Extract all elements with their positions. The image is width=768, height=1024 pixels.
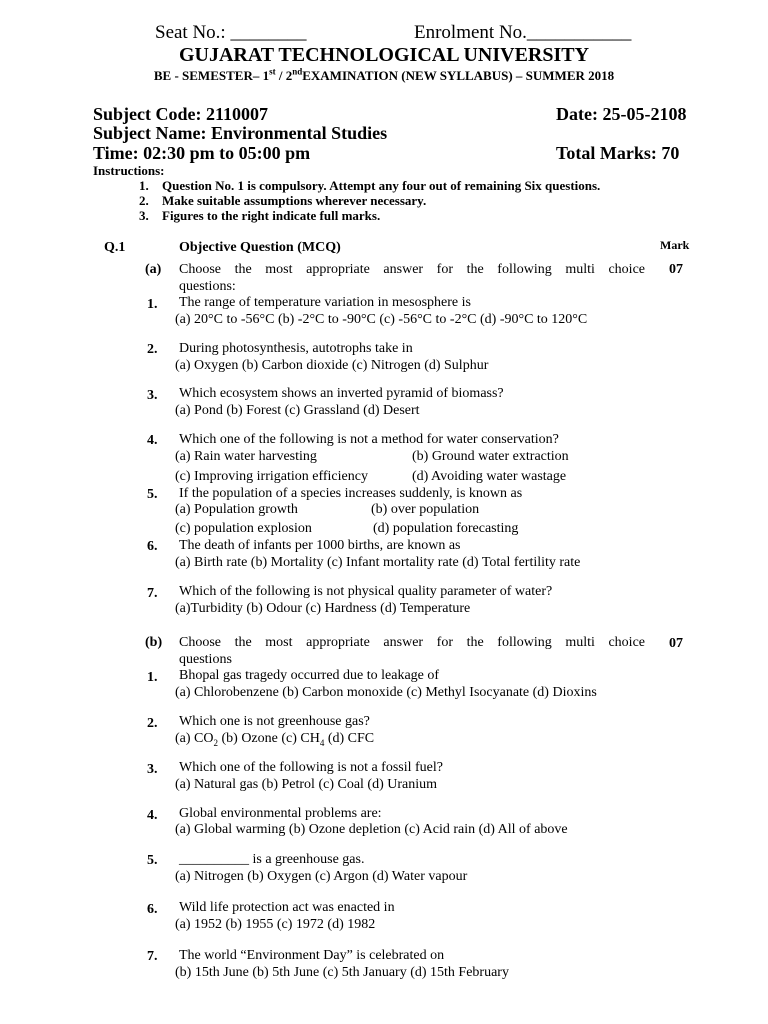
item-number: 4. [147, 433, 158, 448]
item-number: 3. [147, 388, 158, 403]
question-title: Objective Question (MCQ) [179, 240, 341, 255]
enrolment-number: Enrolment No.___________ [414, 22, 632, 43]
part-marks: 07 [669, 262, 683, 277]
total-marks: Total Marks: 70 [556, 143, 680, 163]
item-question: Which one of the following is not a fossil fuel? [179, 760, 443, 775]
item-question: Which one of the following is not a method for water conservation? [179, 432, 559, 447]
part-label: (a) [145, 262, 162, 277]
item-option: (d) population forecasting [373, 521, 519, 536]
part-stem: Choose the most appropriate answer for the following multi choice [179, 635, 645, 650]
item-number: 3. [147, 762, 158, 777]
item-number: 6. [147, 902, 158, 917]
item-question: Which one is not greenhouse gas? [179, 714, 370, 729]
item-question: If the population of a species increases suddenly, is known as [179, 486, 523, 501]
item-options: (a) $CO_2$ (b) Ozone (c) $CH_4$ (d) CFC [175, 731, 375, 748]
item-question: Bhopal gas tragedy occurred due to leakage of [179, 668, 440, 683]
item-option: (c) population explosion [175, 521, 312, 536]
instruction-text: Question No. 1 is compulsory. Attempt any four out of remaining Six questions. [162, 178, 601, 193]
item-question: Which ecosystem shows an inverted pyramid of biomass? [179, 386, 504, 401]
item-option: (b) over population [371, 502, 480, 517]
item-option: (c) Improving irrigation efficiency [175, 469, 368, 484]
subject-name: Subject Name: Environmental Studies [93, 123, 388, 143]
item-options: (a) Natural gas (b) Petrol (c) Coal (d) Uranium [175, 777, 438, 792]
item-question: __________ is a greenhouse gas. [179, 852, 365, 867]
part-stem: Choose the most appropriate answer for the following multi choice [179, 262, 645, 277]
instruction-number: 3. [139, 208, 149, 223]
instruction-number: 2. [139, 193, 149, 208]
item-number: 4. [147, 808, 158, 823]
instruction-text: Make suitable assumptions wherever necessary. [162, 193, 427, 208]
item-question: The world “Environment Day” is celebrated on [179, 948, 445, 963]
item-question: Wild life protection act was enacted in [179, 900, 395, 915]
item-options: (a)Turbidity (b) Odour (c) Hardness (d) Temperature [175, 601, 471, 616]
item-options: (a) Global warming (b) Ozone depletion (c) Acid rain (d) All of above [175, 822, 568, 837]
item-options: (a) Pond (b) Forest (c) Grassland (d) Desert [175, 403, 420, 418]
item-number: 2. [147, 342, 158, 357]
item-options: (a) Nitrogen (b) Oxygen (c) Argon (d) Water vapour [175, 869, 468, 884]
part-label: (b) [145, 635, 163, 650]
instruction-number: 1. [139, 178, 149, 193]
item-option: (b) Ground water extraction [412, 449, 569, 464]
item-question: During photosynthesis, autotrophs take in [179, 341, 413, 356]
item-options: (b) 15th June (b) 5th June (c) 5th January (d) 15th February [175, 965, 509, 980]
exam-date: Date: 25-05-2108 [556, 104, 687, 124]
item-question: Which of the following is not physical quality parameter of water? [179, 584, 553, 599]
instruction-text: Figures to the right indicate full marks. [162, 208, 381, 223]
item-options: (a) Chlorobenzene (b) Carbon monoxide (c) Methyl Isocyanate (d) Dioxins [175, 685, 597, 700]
item-number: 2. [147, 716, 158, 731]
item-number: 1. [147, 297, 158, 312]
item-number: 5. [147, 853, 158, 868]
item-question: Global environmental problems are: [179, 806, 382, 821]
part-stem-continuation: questions [179, 652, 232, 667]
item-option: (d) Avoiding water wastage [412, 469, 567, 484]
question-number: Q.1 [104, 240, 126, 255]
mark-column-label: Mark [660, 238, 690, 252]
item-option: (a) Population growth [175, 502, 298, 517]
item-options: (a) Oxygen (b) Carbon dioxide (c) Nitrogen (d) Sulphur [175, 358, 489, 373]
item-number: 7. [147, 949, 158, 964]
item-options: (a) 1952 (b) 1955 (c) 1972 (d) 1982 [175, 917, 376, 932]
item-number: 5. [147, 487, 158, 502]
seat-number: Seat No.: ________ [155, 22, 307, 43]
exam-line: BE - SEMESTER– 1st / 2ndEXAMINATION (NEW SYLLABUS) – SUMMER 2018 [153, 66, 615, 83]
item-options: (a) Birth rate (b) Mortality (c) Infant mortality rate (d) Total fertility rate [175, 555, 581, 570]
item-question: The range of temperature variation in mesosphere is [179, 295, 471, 310]
item-number: 7. [147, 586, 158, 601]
part-stem-continuation: questions: [179, 279, 236, 294]
item-option: (a) Rain water harvesting [175, 449, 317, 464]
subject-code: Subject Code: 2110007 [93, 104, 268, 124]
item-number: 6. [147, 539, 158, 554]
item-number: 1. [147, 670, 158, 685]
item-question: The death of infants per 1000 births, are known as [179, 538, 461, 553]
item-options: (a) 20°C to -56°C (b) -2°C to -90°C (c) -56°C to -2°C (d) -90°C to 120°C [175, 312, 588, 327]
instructions-heading: Instructions: [93, 163, 165, 178]
part-marks: 07 [669, 636, 683, 651]
exam-time: Time: 02:30 pm to 05:00 pm [93, 143, 311, 163]
university-name: GUJARAT TECHNOLOGICAL UNIVERSITY [178, 44, 590, 66]
